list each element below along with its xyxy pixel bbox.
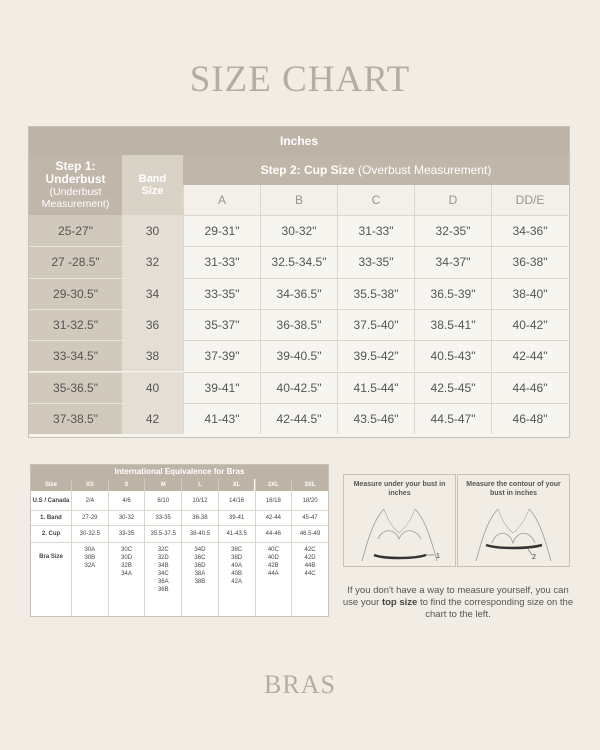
bra-size-value: 34A	[121, 571, 132, 577]
cup-header: B	[260, 185, 337, 215]
cup-size-cell: 34-37"	[414, 246, 491, 277]
step1-subtitle: (Underbust Measurement)	[41, 186, 110, 210]
cup-size-cell: 34-36.5"	[260, 278, 337, 309]
intl-cell: 44-46	[255, 525, 292, 542]
bra-size-cell	[218, 542, 255, 616]
step1-header	[29, 155, 122, 215]
cup-size-cell: 46-48"	[491, 403, 568, 434]
bra-size-cell	[181, 542, 218, 616]
band-cell: 40	[122, 372, 183, 403]
underbust-cell: 37-38.5"	[29, 403, 122, 434]
cup-size-cell: 35.5-38"	[337, 278, 414, 309]
bra-size-label: Bra Size	[39, 554, 63, 560]
intl-cell: 8/10	[144, 491, 181, 510]
intl-row-label: 1. Band	[40, 514, 62, 521]
cup-size-cell: 38-40"	[491, 278, 568, 309]
underbust-cell: 35-36.5"	[29, 372, 122, 403]
bra-size-cell	[255, 542, 292, 616]
bra-size-value: 44B	[304, 563, 316, 569]
band-cell: 34	[122, 278, 183, 309]
bra-size-value: 36B	[157, 587, 169, 593]
measure-underbust-box	[343, 474, 456, 567]
bra-size-value: 36D	[194, 563, 206, 569]
bra-size-value: 42D	[304, 555, 316, 561]
bra-size-value: 32C	[157, 547, 169, 553]
bra-size-cell	[291, 542, 328, 616]
cup-size-cell: 29-31"	[183, 215, 260, 246]
intl-cell: 38-40.5	[181, 525, 218, 542]
note-text-before: If you don't have a way to measure yourself, you can use your	[342, 585, 569, 608]
bra-size-value: 44C	[304, 571, 316, 577]
underbust-cell: 27 -28.5"	[29, 246, 122, 277]
bra-size-value: 38A	[194, 571, 206, 577]
cup-size-cell: 34-36"	[491, 215, 568, 246]
cup-size-cell: 40-42.5"	[260, 372, 337, 403]
intl-cell: 46.5-49	[291, 525, 328, 542]
cup-size-cell: 37-39"	[183, 340, 260, 371]
row-divider	[31, 525, 328, 526]
cup-size-cell: 40.5-43"	[414, 340, 491, 371]
intl-cell: 42-44	[255, 510, 292, 525]
cup-size-cell: 32.5-34.5"	[260, 246, 337, 277]
cup-header: D	[414, 185, 491, 215]
band-cell: 42	[122, 403, 183, 434]
intl-cell: 14/16	[218, 491, 255, 510]
bra-size-value: 40D	[267, 555, 279, 561]
cup-size-cell: 44-46"	[491, 372, 568, 403]
bra-size-value: 36A	[157, 579, 169, 585]
underbust-cell: 25-27"	[29, 215, 122, 246]
cup-size-cell: 39.5-42"	[337, 340, 414, 371]
bra-size-value: 38B	[194, 579, 206, 585]
band-cell: 38	[122, 340, 183, 371]
cup-size-cell: 36-38.5"	[260, 309, 337, 340]
bra-size-cell	[144, 542, 181, 616]
contour-marker-label: 2	[532, 554, 536, 561]
intl-cell: 33-35	[144, 510, 181, 525]
bra-size-value: 38C	[231, 547, 243, 553]
cup-size-cell: 36-38"	[491, 246, 568, 277]
cup-size-cell: 35-37"	[183, 309, 260, 340]
band-cell: 30	[122, 215, 183, 246]
intl-table-title: International Equivalence for Bras	[31, 465, 328, 479]
band-cell: 36	[122, 309, 183, 340]
intl-cell: 30-32	[108, 510, 145, 525]
measure-contour-caption: Measure the contour of your bust in inches	[466, 481, 561, 497]
size-column-header: XL	[218, 479, 255, 491]
step2-header	[183, 155, 569, 185]
intl-cell: 27-29	[71, 510, 108, 525]
measure-note	[340, 585, 576, 621]
cup-size-cell: 36.5-39"	[414, 278, 491, 309]
bra-size-value: 42B	[268, 563, 279, 569]
measure-contour-box	[457, 474, 570, 567]
bra-size-value: 32D	[157, 555, 169, 561]
measure-underbust-caption: Measure under your bust in inches	[353, 481, 446, 497]
cup-size-cell: 40-42"	[491, 309, 568, 340]
underbust-marker-label: 1	[436, 553, 440, 560]
intl-cell: 30-32.5	[71, 525, 108, 542]
cup-size-cell: 37.5-40"	[337, 309, 414, 340]
cup-header: DD/E	[491, 185, 568, 215]
cup-size-cell: 33-35"	[183, 278, 260, 309]
cup-size-cell: 31-33"	[183, 246, 260, 277]
row-divider	[31, 510, 328, 511]
bra-size-value: 34D	[194, 547, 206, 553]
intl-cell: 41-43.5	[218, 525, 255, 542]
underbust-cell: 31-32.5"	[29, 309, 122, 340]
bra-size-value: 38D	[231, 555, 243, 561]
cup-size-cell: 38.5-41"	[414, 309, 491, 340]
bra-size-value: 44A	[268, 571, 279, 577]
cup-size-cell: 41.5-44"	[337, 372, 414, 403]
unit-header: Inches	[29, 127, 569, 155]
note-text-after: to find the corresponding size on the chart to the left.	[417, 597, 574, 620]
bra-size-value: 40C	[267, 547, 279, 553]
size-column-header: S	[108, 479, 145, 491]
band-cell: 32	[122, 246, 183, 277]
bra-size-value: 40A	[231, 563, 242, 569]
intl-cell: 2/4	[71, 491, 108, 510]
cup-size-cell: 32-35"	[414, 215, 491, 246]
intl-cell: 45-47	[291, 510, 328, 525]
step1-title: Step 1: Underbust	[45, 159, 106, 186]
cup-size-cell: 41-43"	[183, 403, 260, 434]
size-label: Size	[31, 479, 71, 491]
cup-size-cell: 42-44"	[491, 340, 568, 371]
underbust-illustration	[344, 499, 455, 565]
size-column-header: 2XL	[255, 479, 292, 491]
contour-illustration	[458, 499, 569, 565]
bra-size-value: 30C	[121, 547, 133, 553]
bra-size-value: 32B	[121, 563, 132, 569]
intl-cell: 35.5-37.5	[144, 525, 181, 542]
cup-header: A	[183, 185, 260, 215]
size-column-header: L	[181, 479, 218, 491]
bra-size-value: 30B	[84, 555, 96, 561]
cup-size-cell: 30-32"	[260, 215, 337, 246]
bra-size-value: 36C	[194, 555, 206, 561]
bra-size-value: 34B	[157, 563, 169, 569]
page-title: SIZE CHART	[189, 59, 411, 100]
footer-title: BRAS	[264, 670, 336, 699]
size-column-header: XS	[71, 479, 108, 491]
cup-size-cell: 44.5-47"	[414, 403, 491, 434]
band-size-header: Band Size	[122, 155, 183, 215]
bra-size-value: 40B	[231, 571, 242, 577]
cup-size-cell: 33-35"	[337, 246, 414, 277]
step2-subtitle: (Overbust Measurement)	[357, 163, 492, 177]
intl-cell: 36-38	[181, 510, 218, 525]
bra-size-value: 32A	[84, 563, 96, 569]
cup-size-cell: 39-41"	[183, 372, 260, 403]
cup-size-cell: 42.5-45"	[414, 372, 491, 403]
intl-cell: 39-41	[218, 510, 255, 525]
intl-row-label: U.S / Canada	[32, 497, 70, 504]
size-column-header: M	[144, 479, 181, 491]
cup-size-cell: 43.5-46"	[337, 403, 414, 434]
underbust-cell: 29-30.5"	[29, 278, 122, 309]
cup-size-cell: 31-33"	[337, 215, 414, 246]
cup-size-cell: 42-44.5"	[260, 403, 337, 434]
bra-size-cell	[108, 542, 145, 616]
bra-size-value: 30D	[121, 555, 133, 561]
intl-cell: 33-35	[108, 525, 145, 542]
bra-size-cell	[71, 542, 108, 616]
size-chart-table	[28, 126, 570, 438]
intl-cell: 16/18	[255, 491, 292, 510]
bra-size-value: 30A	[84, 547, 96, 553]
intl-row-label: 2. Cup	[41, 530, 61, 537]
note-text-bold: top size	[381, 597, 418, 608]
bra-size-value: 42A	[231, 579, 242, 585]
bra-size-value: 42C	[304, 547, 316, 553]
bra-size-value: 34C	[157, 571, 169, 577]
intl-cell: 10/12	[181, 491, 218, 510]
underbust-cell: 33-34.5"	[29, 340, 122, 371]
step2-title: Step 2: Cup Size	[260, 163, 355, 177]
cup-size-cell: 39-40.5"	[260, 340, 337, 371]
cup-header: C	[337, 185, 414, 215]
size-column-header: 3XL	[291, 479, 328, 491]
intl-cell: 18/20	[291, 491, 328, 510]
intl-cell: 4/6	[108, 491, 145, 510]
international-equivalence-table	[30, 464, 329, 617]
